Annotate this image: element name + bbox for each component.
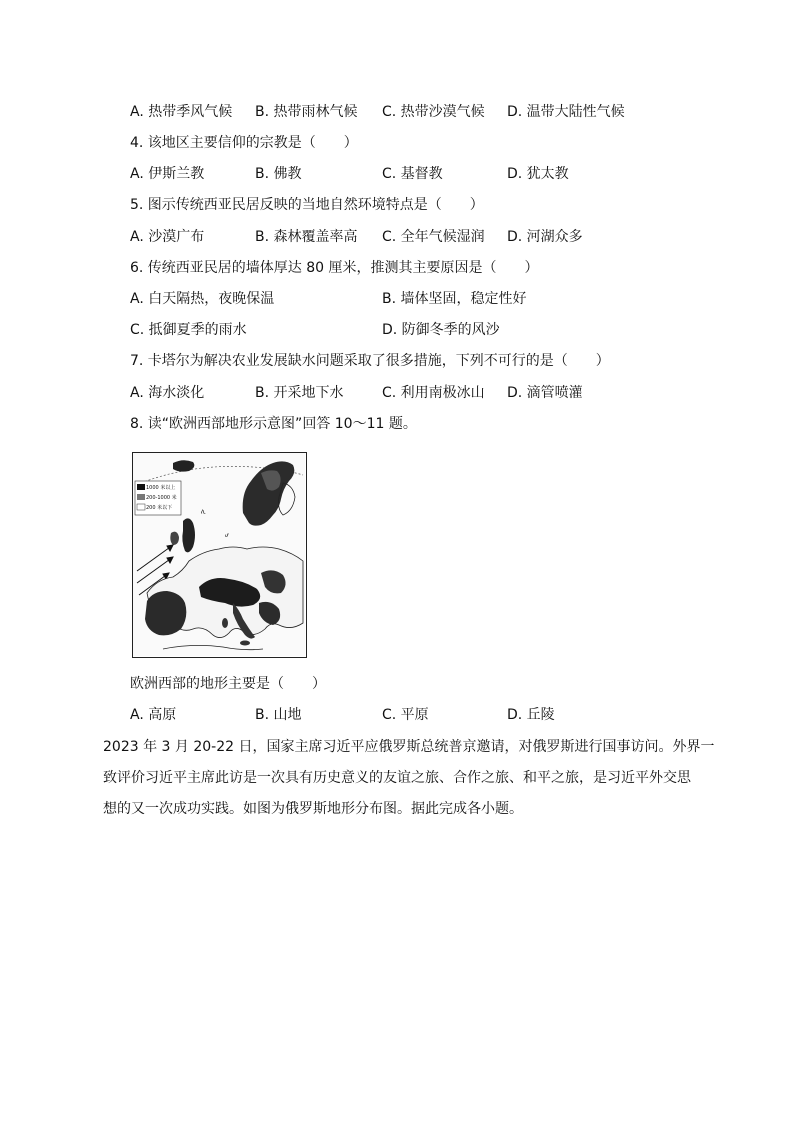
option-a: A. 伊斯兰教 xyxy=(130,166,205,182)
question-6-options-row2 xyxy=(130,320,730,340)
option-c: C. 热带沙漠气候 xyxy=(382,104,485,120)
option-c: C. 利用南极冰山 xyxy=(382,385,485,401)
option-b: B. 山地 xyxy=(255,707,302,723)
legend-label-mid: 200-1000 米 xyxy=(146,495,177,501)
option-a: A. 白天隔热，夜晚保温 xyxy=(130,291,275,307)
option-b: B. 墙体坚固，稳定性好 xyxy=(382,291,527,307)
question-7-options xyxy=(130,383,730,403)
svg-text:ሆ: ሆ xyxy=(225,532,230,539)
question-6-stem: 6. 传统西亚民居的墙体厚达 80 厘米，推测其主要原因是（ ） xyxy=(130,260,539,276)
question-4-options xyxy=(130,164,730,184)
option-b: B. 热带雨林气候 xyxy=(255,104,358,120)
question-4-stem: 4. 该地区主要信仰的宗教是（ ） xyxy=(130,135,358,151)
sicily-shape xyxy=(240,641,250,646)
question-7-stem: 7. 卡塔尔为解决农业发展缺水问题采取了很多措施，下列不可行的是（ ） xyxy=(130,353,610,369)
option-a: A. 海水淡化 xyxy=(130,385,205,401)
option-c: C. 全年气候湿润 xyxy=(382,229,485,245)
passage-line-1: 2023 年 3 月 20-22 日，国家主席习近平应俄罗斯总统普京邀请，对俄罗斯进行国事访问。外界一 xyxy=(103,739,715,755)
option-b: B. 佛教 xyxy=(255,166,302,182)
legend-label-high: 1000 米以上 xyxy=(146,485,176,491)
option-a: A. 高原 xyxy=(130,707,177,723)
option-d: D. 河湖众多 xyxy=(507,229,583,245)
map-legend xyxy=(135,481,181,515)
option-d: D. 温带大陆性气候 xyxy=(507,104,625,120)
option-d: D. 犹太教 xyxy=(507,166,569,182)
question-6-options-row1 xyxy=(130,289,730,309)
question-8-stem: 8. 读“欧洲西部地形示意图”回答 10～11 题。 xyxy=(130,416,417,432)
option-b: B. 开采地下水 xyxy=(255,385,344,401)
option-d: D. 防御冬季的风沙 xyxy=(382,322,500,338)
passage-line-3: 想的又一次成功实践。如图为俄罗斯地形分布图。据此完成各小题。 xyxy=(103,801,523,817)
option-a: A. 热带季风气候 xyxy=(130,104,233,120)
svg-text:ሊ: ሊ xyxy=(201,508,206,515)
passage-line-2: 致评价习近平主席此访是一次具有历史意义的友谊之旅、合作之旅、和平之旅，是习近平外交思 xyxy=(103,770,691,786)
iberia-highlands xyxy=(145,591,186,635)
option-a: A. 沙漠广布 xyxy=(130,229,205,245)
legend-label-low: 200 米以下 xyxy=(146,505,173,511)
option-d: D. 滴管喷灌 xyxy=(507,385,583,401)
option-c: C. 抵御夏季的雨水 xyxy=(130,322,247,338)
question-5-options xyxy=(130,227,730,247)
question-5-stem: 5. 图示传统西亚民居反映的当地自然环境特点是（ ） xyxy=(130,197,484,213)
question-8-options xyxy=(130,705,730,725)
option-b: B. 森林覆盖率高 xyxy=(255,229,358,245)
question-8-sub-stem: 欧洲西部的地形主要是（ ） xyxy=(130,676,326,692)
option-c: C. 平原 xyxy=(382,707,429,723)
prev-question-options xyxy=(130,102,730,122)
option-d: D. 丘陵 xyxy=(507,707,555,723)
western-europe-terrain-map xyxy=(132,452,307,658)
option-c: C. 基督教 xyxy=(382,166,443,182)
sardinia-shape xyxy=(222,618,228,628)
